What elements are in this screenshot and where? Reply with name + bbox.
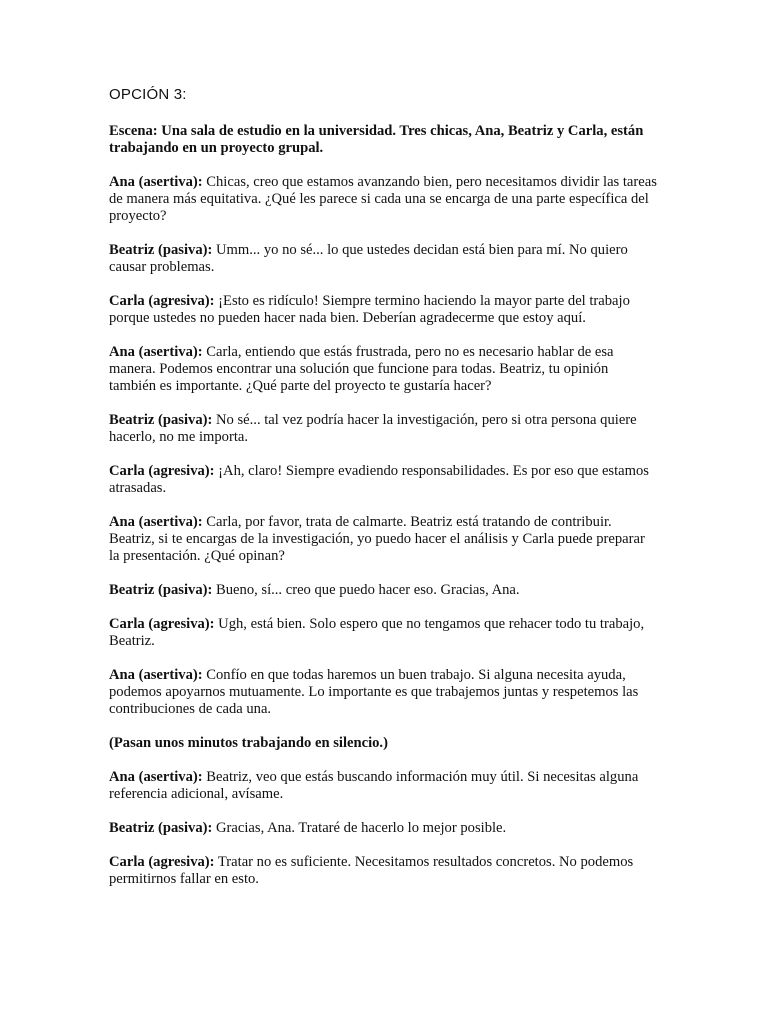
dialogue-text: ¡Esto es ridículo! Siempre termino haciendo la mayor parte del trabajo porque ustedes no pueden hacer nada bien. Deberían agradecerme que estoy aquí. — [109, 293, 630, 326]
speaker-label: Ana (asertiva): — [109, 667, 203, 683]
speaker-label: Ana (asertiva): — [109, 769, 203, 785]
dialogue-line — [109, 344, 657, 395]
dialogue-text: Gracias, Ana. Trataré de hacerlo lo mejor posible. — [212, 820, 507, 836]
dialogue-text: Umm... yo no sé... lo que ustedes decidan está bien para mí. No quiero causar problemas. — [109, 242, 628, 275]
dialogue-line — [109, 616, 657, 650]
dialogue-text: Beatriz, veo que estás buscando información muy útil. Si necesitas alguna referencia adicional, avísame. — [109, 769, 639, 802]
page-heading: OPCIÓN 3: — [109, 86, 187, 103]
speaker-label: Ana (asertiva): — [109, 174, 203, 190]
speaker-label: Carla (agresiva): — [109, 293, 215, 309]
speaker-label: Ana (asertiva): — [109, 514, 203, 530]
dialogue-line — [109, 412, 657, 446]
speaker-label: Carla (agresiva): — [109, 616, 215, 632]
speaker-label: Beatriz (pasiva): — [109, 412, 213, 428]
dialogue-line — [109, 174, 657, 225]
dialogue-text: Ugh, está bien. Solo espero que no tengamos que rehacer todo tu trabajo, Beatriz. — [109, 616, 645, 649]
dialogue-text: No sé... tal vez podría hacer la investigación, pero si otra persona quiere hacerlo, no me importa. — [109, 412, 637, 445]
scene-description: Escena: Una sala de estudio en la universidad. Tres chicas, Ana, Beatriz y Carla, están trabajando en un proyecto grupal. — [109, 123, 644, 156]
speaker-label: Carla (agresiva): — [109, 463, 215, 479]
dialogue-line — [109, 582, 657, 599]
dialogue-text: Bueno, sí... creo que puedo hacer eso. Gracias, Ana. — [212, 582, 520, 598]
dialogue-line — [109, 667, 657, 718]
dialogue-line — [109, 854, 657, 888]
stage-direction: (Pasan unos minutos trabajando en silencio.) — [109, 735, 388, 751]
dialogue-line — [109, 820, 657, 837]
dialogue-line — [109, 242, 657, 276]
dialogue-text: Carla, por favor, trata de calmarte. Beatriz está tratando de contribuir. Beatriz, si te encargas de la investigación, yo puedo hacer el análisis y Carla puede preparar la presentación. ¿Qué opinan? — [109, 514, 645, 564]
dialogue-line — [109, 514, 657, 565]
speaker-label: Ana (asertiva): — [109, 344, 203, 360]
speaker-label: Beatriz (pasiva): — [109, 582, 213, 598]
dialogue-text: Chicas, creo que estamos avanzando bien, pero necesitamos dividir las tareas de manera más equitativa. ¿Qué les parece si cada una se encarga de una parte específica del proyecto? — [109, 174, 657, 224]
dialogue-text: Confío en que todas haremos un buen trabajo. Si alguna necesita ayuda, podemos apoyarnos mutuamente. Lo importante es que trabajemos juntas y respetemos las contribuciones de cada una. — [109, 667, 639, 717]
speaker-label: Beatriz (pasiva): — [109, 242, 213, 258]
speaker-label: Carla (agresiva): — [109, 854, 215, 870]
dialogue-line — [109, 769, 657, 803]
dialogue-line — [109, 293, 657, 327]
dialogue-text: ¡Ah, claro! Siempre evadiendo responsabilidades. Es por eso que estamos atrasadas. — [109, 463, 649, 496]
speaker-label: Beatriz (pasiva): — [109, 820, 213, 836]
dialogue-line — [109, 463, 657, 497]
dialogue-text: Carla, entiendo que estás frustrada, pero no es necesario hablar de esa manera. Podemos encontrar una solución que funcione para todas. Beatriz, tu opinión también es importante. ¿Qué parte del proyecto te gustaría hacer? — [109, 344, 614, 394]
dialogue-text: Tratar no es suficiente. Necesitamos resultados concretos. No podemos permitirnos fallar en esto. — [109, 854, 634, 887]
document-body — [109, 123, 657, 905]
